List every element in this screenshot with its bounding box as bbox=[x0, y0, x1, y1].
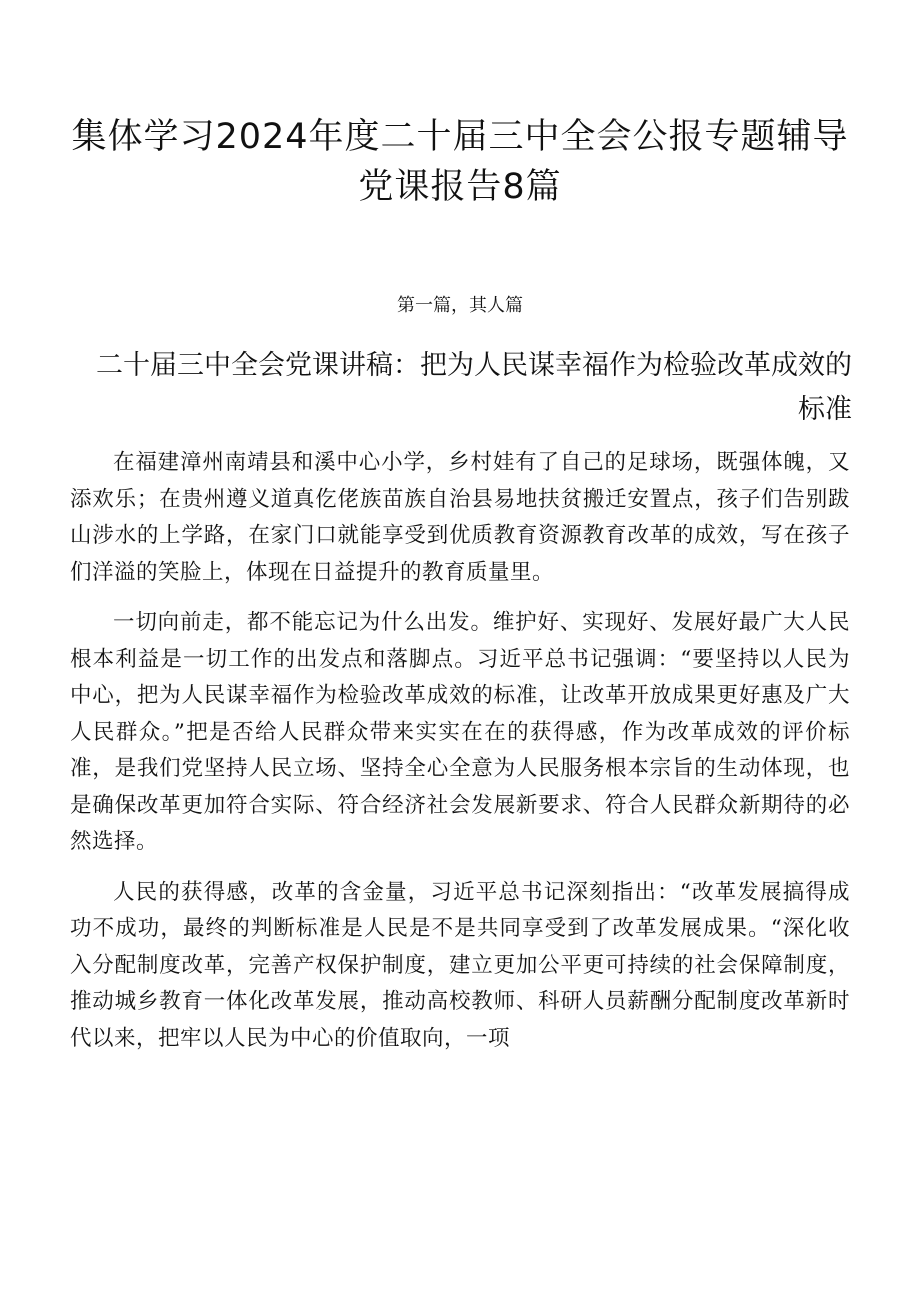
paragraph-2: 一切向前走，都不能忘记为什么出发。维护好、实现好、发展好最广大人民根本利益是一切工作的出发点和落脚点。习近平总书记强调：“要坚持以人民为中心，把为人民谋幸福作为检验改革成效的标准，让改革开放成果更好惠及广大人民群众。”把是否给人民群众带来实实在在的获得感，作为改革成效的评价标准，是我们党坚持人民立场、坚持全心全意为人民服务根本宗旨的生动体现，也是确保改革更加符合实际、符合经济社会发展新要求、符合人民群众新期待的必然选择。 bbox=[70, 610, 850, 854]
section-heading: 二十届三中全会党课讲稿：把为人民谋幸福作为检验改革成效的标准 bbox=[96, 350, 852, 425]
document-title: 集体学习2024年度二十届三中全会公报专题辅导党课报告8篇 bbox=[71, 117, 849, 207]
body-text bbox=[70, 445, 850, 1057]
paragraph-3: 人民的获得感，改革的含金量，习近平总书记深刻指出：“改革发展搞得成功不成功，最终的判断标准是人民是不是共同享受到了改革发展成果。“深化收入分配制度改革，完善产权保护制度，建立更加公平更可持续的社会保障制度，推动城乡教育一体化改革发展，推动高校教师、科研人员薪酬分配制度改革新时代以来，把牢以人民为中心的价值取向，一项 bbox=[70, 879, 850, 1051]
paragraph-1: 在福建漳州南靖县和溪中心小学，乡村娃有了自己的足球场，既强体魄，又添欢乐；在贵州遵义道真仡佬族苗族自治县易地扶贫搬迁安置点，孩子们告别跋山涉水的上学路，在家门口就能享受到优质教育资源教育改革的成效，写在孩子们洋溢的笑脸上，体现在日益提升的教育质量里。 bbox=[70, 450, 850, 585]
part-label: 第一篇，其人篇 bbox=[397, 295, 523, 316]
